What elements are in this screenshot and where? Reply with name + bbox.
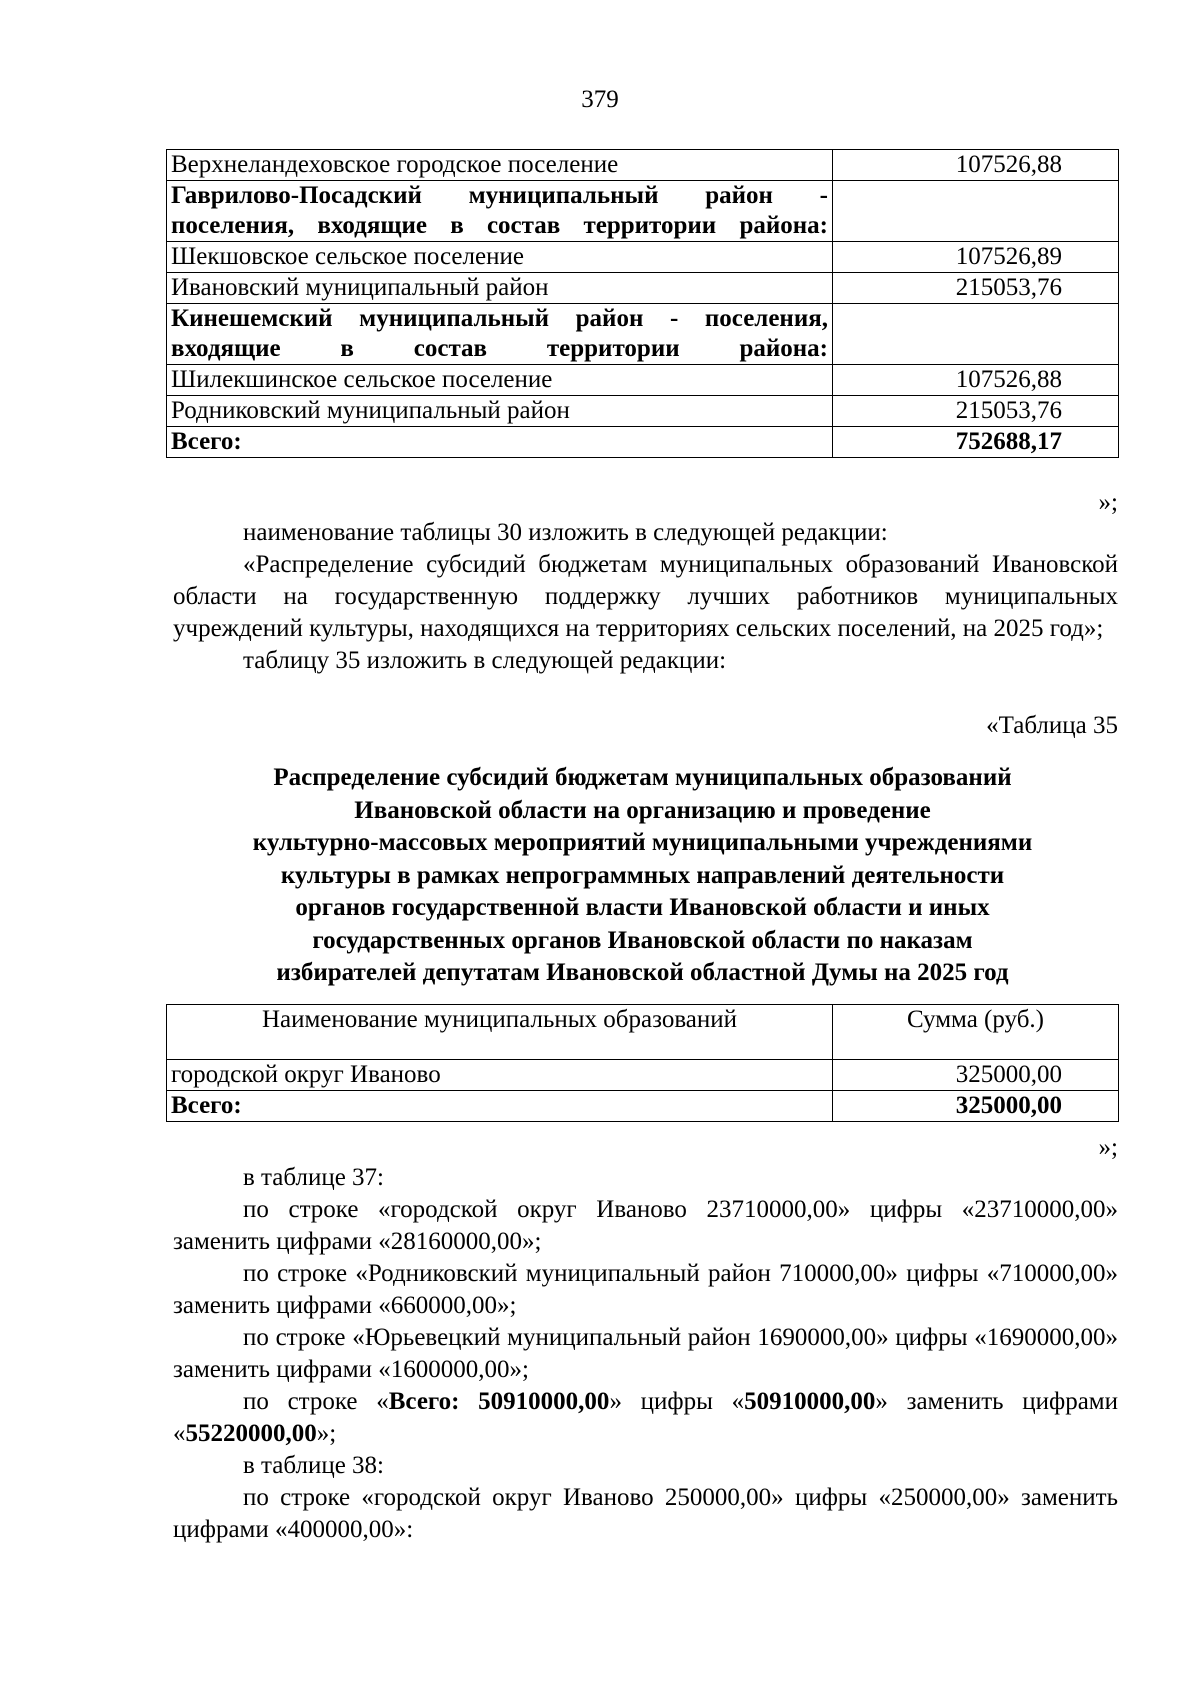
table-cell-value: 107526,88 [833, 365, 1119, 396]
header-sum: Сумма (руб.) [833, 1005, 1119, 1060]
text-run-bold: 50910000,00 [744, 1388, 876, 1415]
table-row [167, 273, 1119, 304]
text-run: по строке « [243, 1388, 389, 1415]
table-cell-value: 325000,00 [833, 1060, 1119, 1091]
table-cell-name: Шилекшинское сельское поселение [167, 365, 833, 396]
page-number: 379 [581, 86, 619, 113]
text-run-bold: 55220000,00 [185, 1420, 317, 1447]
paragraph: по строке «городской округ Иваново 250000,00» цифры «250000,00» заменить цифрами «400000,00»: [173, 1484, 1118, 1543]
table-cell-name: Гаврилово-Посадский муниципальный район - поселения, входящие в состав территории района: [167, 181, 833, 242]
amendment-paragraphs-a [173, 517, 1118, 677]
table-row [167, 242, 1119, 273]
allocation-table-1 [166, 149, 1119, 458]
title-line: органов государственной власти Ивановской области и иных [295, 894, 990, 921]
table-row [167, 150, 1119, 181]
title-line: Ивановской области на организацию и проведение [354, 796, 931, 824]
paragraph: «Распределение субсидий бюджетам муниципальных образований Ивановской области на государственную поддержку лучших работников муниципальных учреждений культуры, находящихся на территориях сельских поселений, на 2025 год»; [173, 551, 1118, 642]
table-35-label: «Таблица 35 [986, 712, 1118, 739]
title-line: Распределение субсидий бюджетам муниципальных образований [273, 764, 1012, 791]
table-cell-value: 107526,88 [833, 150, 1119, 181]
table-cell-name: Верхнеландеховское городское поселение [167, 150, 833, 181]
table-cell-name: Ивановский муниципальный район [167, 273, 833, 304]
amendment-paragraphs-b [173, 1162, 1118, 1546]
table-cell-name: Всего: [167, 427, 833, 458]
table-cell-value: 215053,76 [833, 273, 1119, 304]
table-row-total [167, 427, 1119, 458]
table-cell-value [833, 181, 1119, 242]
title-line: избирателей депутатам Ивановской областной Думы на 2025 год [276, 959, 1009, 986]
title-line: государственных органов Ивановской области по наказам [312, 926, 973, 954]
table-header-row [167, 1005, 1119, 1060]
table-cell-value: 752688,17 [833, 427, 1119, 458]
paragraph: таблицу 35 изложить в следующей редакции: [243, 647, 727, 674]
table-row [167, 304, 1119, 365]
table-cell-name: Всего: [167, 1091, 833, 1122]
header-name: Наименование муниципальных образований [167, 1005, 833, 1060]
quote-end-1: »; [1098, 489, 1118, 516]
quote-end-2: »; [1098, 1134, 1118, 1161]
paragraph [173, 1386, 1118, 1450]
paragraph: по строке «городской округ Иваново 23710000,00» цифры «23710000,00» заменить цифрами «28160000,00»; [173, 1196, 1118, 1255]
title-line: культурно-массовых мероприятий муниципальными учреждениями [252, 829, 1033, 856]
table-row [167, 365, 1119, 396]
paragraph: наименование таблицы 30 изложить в следующей редакции: [243, 519, 888, 546]
text-run: »; [316, 1420, 337, 1447]
table-cell-name: Шекшовское сельское поселение [167, 242, 833, 273]
allocation-table-35 [166, 1004, 1119, 1122]
paragraph: в таблице 38: [243, 1452, 385, 1479]
table-cell-name: Кинешемский муниципальный район - поселения, входящие в состав территории района: [167, 304, 833, 365]
table-cell-value [833, 304, 1119, 365]
table-row [167, 1060, 1119, 1091]
table-row-total [167, 1091, 1119, 1122]
table-row [167, 181, 1119, 242]
paragraph: в таблице 37: [243, 1164, 385, 1191]
text-run: » заменить цифрами « [173, 1388, 1118, 1447]
table-row [167, 396, 1119, 427]
table-cell-value: 215053,76 [833, 396, 1119, 427]
text-run-bold: Всего: 50910000,00 [388, 1388, 610, 1415]
table-35-title [166, 762, 1119, 990]
text-run: » цифры « [609, 1388, 745, 1415]
title-line: культуры в рамках непрограммных направлений деятельности [280, 861, 1005, 889]
table-cell-name: городской округ Иваново [167, 1060, 833, 1091]
paragraph: по строке «Родниковский муниципальный район 710000,00» цифры «710000,00» заменить цифрами «660000,00»; [173, 1260, 1118, 1319]
table-cell-value: 325000,00 [833, 1091, 1119, 1122]
table-cell-name: Родниковский муниципальный район [167, 396, 833, 427]
table-cell-value: 107526,89 [833, 242, 1119, 273]
paragraph: по строке «Юрьевецкий муниципальный район 1690000,00» цифры «1690000,00» заменить цифрами «1600000,00»; [173, 1324, 1118, 1383]
